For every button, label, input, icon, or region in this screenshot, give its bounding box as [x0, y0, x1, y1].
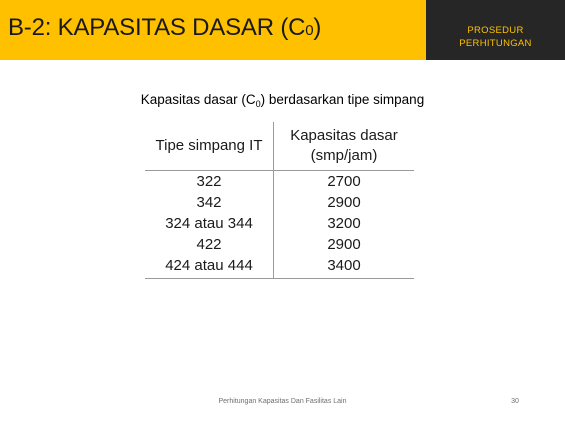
cell-type: 422 — [145, 234, 274, 255]
slide-title-subscript: 0 — [305, 22, 314, 39]
cell-capacity: 2900 — [327, 236, 361, 253]
cell-type: 324 atau 344 — [145, 213, 274, 234]
cell-capacity: 2700 — [327, 173, 361, 190]
cell-type: 322 — [145, 171, 274, 193]
caption-subscript: 0 — [255, 99, 261, 109]
caption-text-after: ) berdasarkan tipe simpang — [260, 92, 425, 107]
cell-capacity: 3200 — [327, 215, 361, 232]
page-number: 30 — [511, 398, 519, 405]
slide-header — [0, 0, 565, 60]
slide-title — [8, 14, 321, 42]
caption-text-before: Kapasitas dasar (C — [140, 92, 256, 107]
table-caption — [0, 92, 565, 107]
table-header-row — [145, 122, 414, 171]
slide-title-main: B-2: KAPASITAS DASAR (C — [8, 14, 306, 41]
section-label-line1: PROSEDUR — [467, 25, 524, 36]
section-label-line2: PERHITUNGAN — [459, 38, 532, 49]
table-row — [145, 213, 414, 234]
slide-title-end: ) — [313, 14, 322, 41]
table-row — [145, 192, 414, 213]
cell-capacity: 2900 — [327, 194, 361, 211]
table-row — [145, 234, 414, 255]
column-header-type: Tipe simpang IT — [145, 122, 274, 171]
column-header-capacity: Kapasitas dasar (smp/jam) — [274, 122, 415, 171]
table-row — [145, 171, 414, 193]
footer-text: Perhitungan Kapasitas Dan Fasilitas Lain — [218, 398, 347, 405]
capacity-table — [145, 122, 414, 279]
section-label — [426, 24, 565, 50]
table-row — [145, 255, 414, 279]
cell-type: 342 — [145, 192, 274, 213]
cell-type: 424 atau 444 — [145, 255, 274, 279]
cell-capacity: 3400 — [274, 255, 415, 279]
